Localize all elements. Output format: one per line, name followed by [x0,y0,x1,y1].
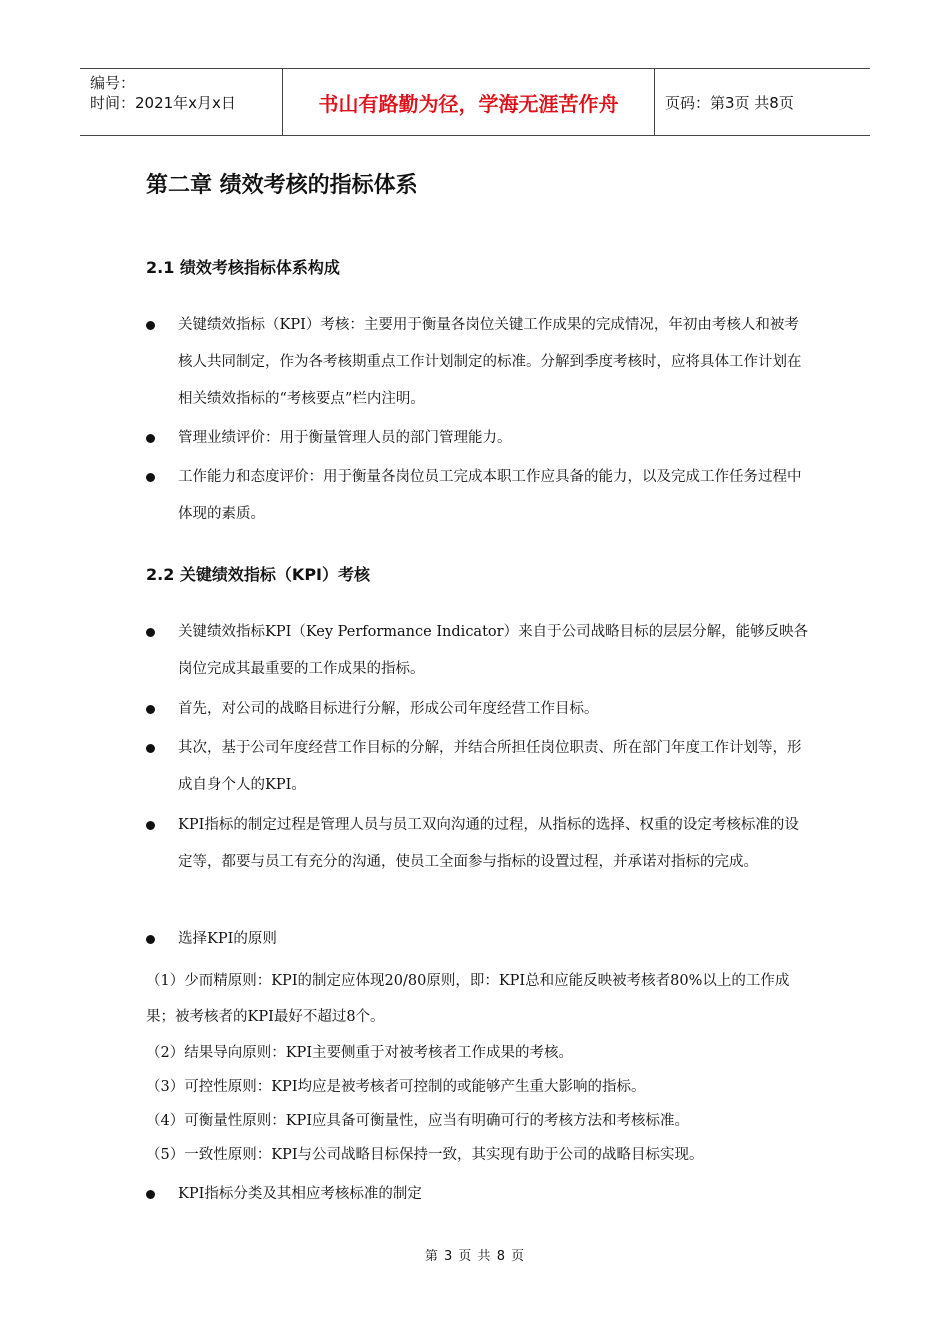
header-motto: 书山有路勤为径，学海无涯苦作舟 [282,69,655,135]
list-item: 选择KPI的原则 [146,921,810,958]
principle-item: （1）少而精原则：KPI的制定应体现20/80原则，即：KPI总和应能反映被考核者80%以上的工作成果；被考核者的KPI最好不超过8个。 [146,973,790,1025]
list-item: KPI指标分类及其相应考核标准的制定 [146,1176,810,1213]
page-header [80,68,870,136]
bullet-icon [146,935,155,944]
list-item: 其次，基于公司年度经营工作目标的分解，并结合所担任岗位职责、所在部门年度工作计划等，形成自身个人的KPI。 [146,730,810,804]
list-item: 关键绩效指标（KPI）考核：主要用于衡量各岗位关键工作成果的完成情况，年初由考核人和被考核人共同制定，作为各考核期重点工作计划制定的标准。分解到季度考核时，应将具体工作计划在相关绩效指标的“考核要点”栏内注明。 [146,307,810,418]
principle-item: （3）可控性原则：KPI均应是被考核者可控制的或能够产生重大影响的指标。 [146,1079,646,1095]
principle-item: （5）一致性原则：KPI与公司战略目标保持一致，其实现有助于公司的战略目标实现。 [146,1147,704,1163]
header-number-label: 编号： [90,74,136,92]
bullet-icon [146,628,155,637]
bullet-icon [146,705,155,714]
bullet-icon [146,821,155,830]
bullet-icon [146,434,155,443]
principle-item: （4）可衡量性原则：KPI应具备可衡量性，应当有明确可行的考核方法和考核标准。 [146,1113,690,1129]
list-item: 首先，对公司的战略目标进行分解，形成公司年度经营工作目标。 [146,691,810,728]
list-item: 管理业绩评价：用于衡量管理人员的部门管理能力。 [146,420,810,457]
list-item: 关键绩效指标KPI（Key Performance Indicator）来自于公司战略目标的层层分解，能够反映各岗位完成其最重要的工作成果的指标。 [146,614,810,688]
bullet-icon [146,473,155,482]
bullet-icon [146,1190,155,1199]
principle-item: （2）结果导向原则：KPI主要侧重于对被考核者工作成果的考核。 [146,1045,574,1061]
bullet-icon [146,744,155,753]
list-item: KPI指标的制定过程是管理人员与员工双向沟通的过程，从指标的选择、权重的设定考核标准的设定等，都要与员工有充分的沟通，使员工全面参与指标的设置过程，并承诺对指标的完成。 [146,807,810,881]
header-meta [80,69,282,135]
list-item: 工作能力和态度评价：用于衡量各岗位员工完成本职工作应具备的能力，以及完成工作任务过程中体现的素质。 [146,459,810,533]
header-time-label: 时间：2021年x月x日 [90,94,236,112]
page-footer: 第 3 页 共 8 页 [424,1249,526,1264]
section-title-2-2: 2.2 关键绩效指标（KPI）考核 [146,565,370,584]
bullet-icon [146,321,155,330]
chapter-title: 第二章 绩效考核的指标体系 [146,173,418,198]
header-page-info: 页码：第3页 共8页 [665,93,794,112]
section-title-2-1: 2.1 绩效考核指标体系构成 [146,258,340,277]
